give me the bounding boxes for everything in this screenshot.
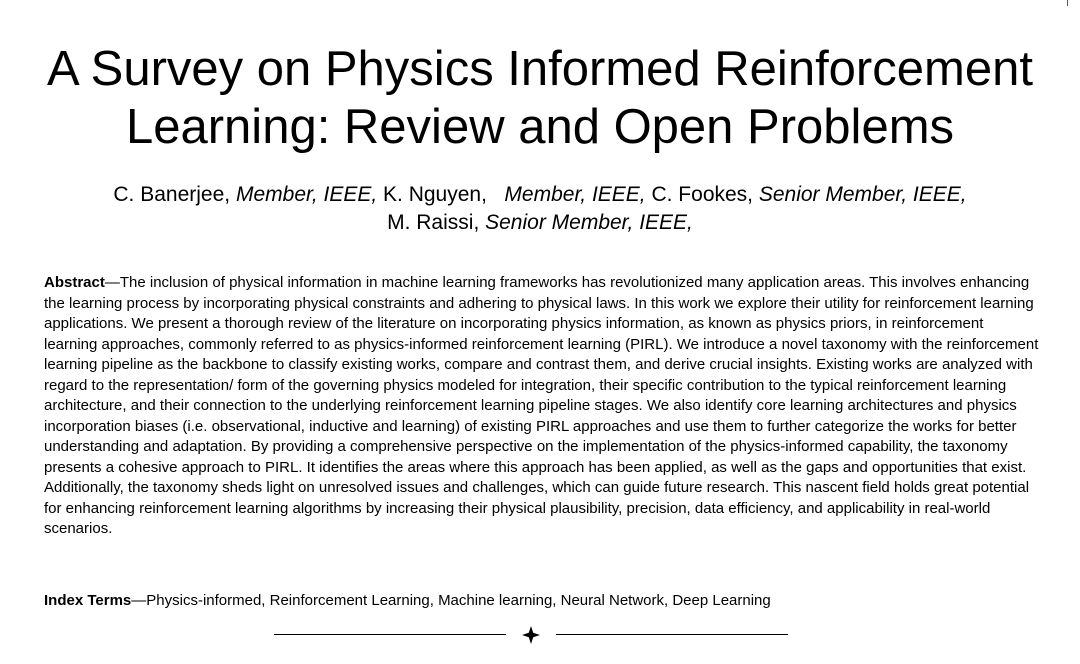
title-line-2: Learning: Review and Open Problems: [125, 100, 955, 154]
divider-rule-right: [556, 634, 788, 635]
author-list: [0, 181, 1080, 237]
author-role: Member, IEEE,: [504, 183, 646, 206]
author-role: Member, IEEE,: [235, 183, 378, 206]
index-terms-text: —Physics-informed, Reinforcement Learning, Machine learning, Neural Network, Deep Learning: [131, 592, 771, 609]
author-name: C. Fookes,: [645, 183, 759, 206]
author-name: M. Raissi,: [387, 211, 486, 234]
four-point-star-icon: [521, 625, 541, 645]
title-line-1: A Survey on Physics Informed Reinforcement: [47, 42, 1033, 96]
abstract-text: —The inclusion of physical information in machine learning frameworks has revolutionized many application areas. This involves enhancing the learning process by incorporating physical constraints and adhering to physical laws. In this work we explore their utility for reinforcement learning applications. We present a thorough review of the literature on incorporating physics information, as known as physics priors, in reinforcement learning approaches, commonly referred to as physics-informed reinforcement learning (PIRL). We introduce a novel taxonomy with the reinforcement learning pipeline as the backbone to classify existing works, compare and contrast them, and derive crucial insights. Existing works are analyzed with regard to the representation/ form of the governing physics modeled for integration, their specific contribution to the typical reinforcement learning architecture, and their connection to the underlying reinforcement learning pipeline stages. We also identify core learning architectures and physics incorporation biases (i.e. observational, inductive and learning) of existing PIRL approaches and use them to further categorize the works for better understanding and adaptation. By providing a comprehensive perspective on the implementation of the physics-informed capability, the taxonomy presents a cohesive approach to PIRL. It identifies the areas where this approach has been applied, as well as the gaps and opportunities that exist. Additionally, the taxonomy sheds light on unresolved issues and challenges, which can guide future research. This nascent field holds great potential for enhancing reinforcement learning algorithms by increasing their physical plausibility, precision, data efficiency, and applicability in real-world scenarios.: [44, 274, 1039, 537]
author-name: K. Nguyen,: [377, 183, 505, 206]
author-line-2: [0, 209, 1080, 237]
author-role: Senior Member, IEEE,: [758, 183, 967, 206]
page-corner-mark: [1067, 0, 1068, 6]
author-name: C. Banerjee,: [113, 183, 236, 206]
index-terms-label: Index Terms: [44, 592, 132, 609]
author-line-1: [0, 181, 1080, 209]
abstract-label: Abstract: [44, 274, 105, 291]
abstract: [44, 273, 1040, 540]
divider-rule-left: [274, 634, 506, 635]
index-terms: [44, 591, 1040, 611]
section-divider: [274, 624, 788, 644]
paper-title: [0, 40, 1080, 156]
author-role: Senior Member, IEEE,: [485, 211, 693, 234]
